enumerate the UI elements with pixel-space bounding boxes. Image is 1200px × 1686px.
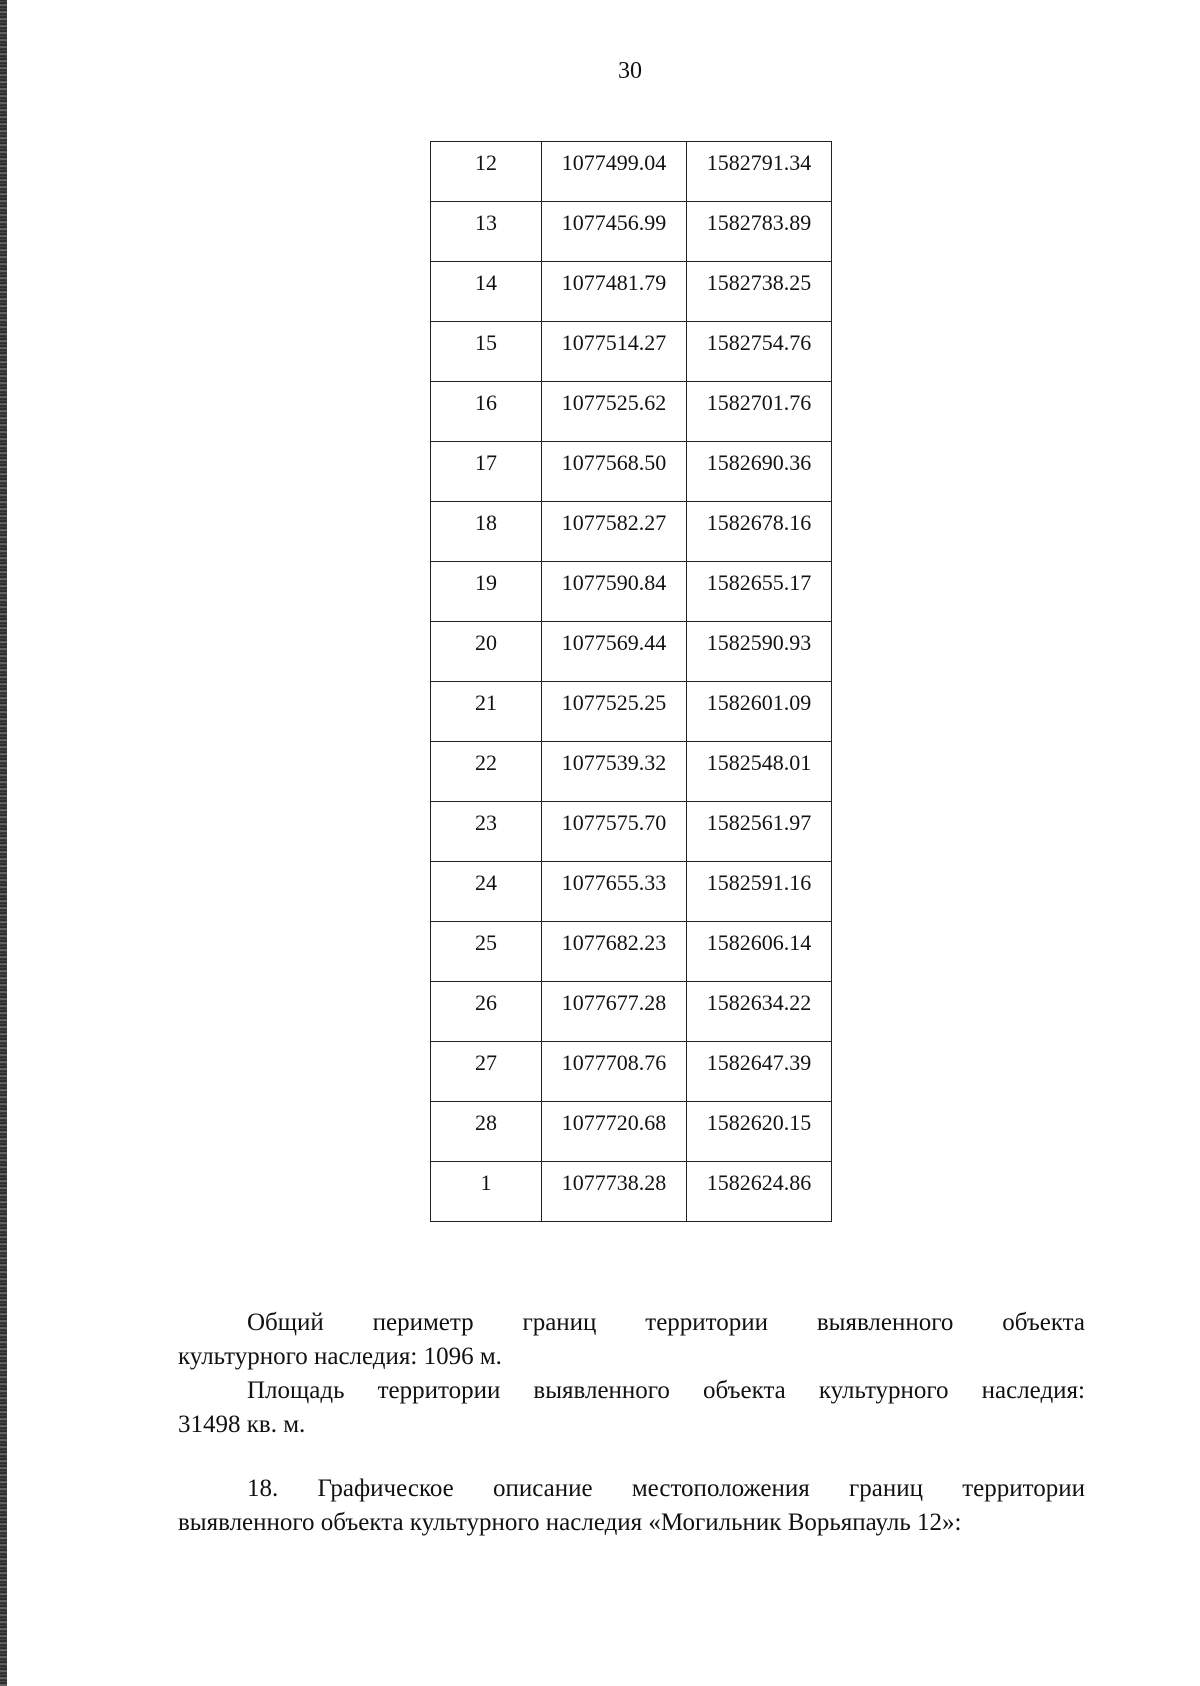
x-coordinate-cell-text: 1077655.33 [561,870,667,895]
table-row [431,502,832,562]
x-coordinate-cell [542,982,687,1042]
x-coordinate-cell-text: 1077590.84 [561,570,667,595]
y-coordinate-cell-text: 1582620.15 [706,1110,812,1135]
perimeter-paragraph [178,1306,1085,1374]
x-coordinate-cell [542,1102,687,1162]
point-number-cell [431,742,542,802]
y-coordinate-cell-text: 1582601.09 [706,690,812,715]
page-number: 30 [618,58,642,84]
x-coordinate-cell [542,142,687,202]
section-18-line-2: выявленного объекта культурного наследия «Могильник Ворьяпауль 12»: [178,1509,962,1536]
y-coordinate-cell-text: 1582655.17 [706,570,812,595]
point-number-cell [431,442,542,502]
point-number-cell [431,802,542,862]
y-coordinate-cell [687,562,832,622]
point-number-cell-text: 22 [475,750,497,775]
area-paragraph [178,1374,1085,1442]
y-coordinate-cell [687,382,832,442]
table-row [431,1042,832,1102]
point-number-cell-text: 24 [475,870,497,895]
x-coordinate-cell [542,922,687,982]
y-coordinate-cell [687,442,832,502]
x-coordinate-cell-text: 1077539.32 [561,750,667,775]
table-row [431,142,832,202]
x-coordinate-cell [542,862,687,922]
x-coordinate-cell [542,1042,687,1102]
x-coordinate-cell [542,682,687,742]
table-row [431,262,832,322]
x-coordinate-cell [542,622,687,682]
x-coordinate-cell-text: 1077456.99 [561,210,667,235]
x-coordinate-cell [542,562,687,622]
table-row [431,1162,832,1222]
y-coordinate-cell-text: 1582548.01 [706,750,812,775]
table-row [431,802,832,862]
y-coordinate-cell [687,862,832,922]
y-coordinate-cell [687,1042,832,1102]
x-coordinate-cell-text: 1077738.28 [561,1170,667,1195]
point-number-cell-text: 23 [475,810,497,835]
table-row [431,202,832,262]
x-coordinate-cell-text: 1077682.23 [561,930,667,955]
x-coordinate-cell [542,502,687,562]
point-number-cell-text: 19 [475,570,497,595]
point-number-cell [431,202,542,262]
table-row [431,322,832,382]
perimeter-line-1: Общий периметр границ территории выявленного объекта [247,1309,1085,1336]
point-number-cell [431,622,542,682]
point-number-cell [431,502,542,562]
section-18-paragraph [178,1472,1085,1540]
point-number-cell [431,982,542,1042]
y-coordinate-cell [687,622,832,682]
table-row [431,622,832,682]
y-coordinate-cell [687,922,832,982]
point-number-cell [431,1102,542,1162]
y-coordinate-cell [687,202,832,262]
point-number-cell-text: 18 [475,510,497,535]
table-row [431,982,832,1042]
y-coordinate-cell-text: 1582783.89 [706,210,812,235]
table-row [431,682,832,742]
table-row [431,382,832,442]
coordinates-table [430,141,832,1222]
point-number-cell [431,382,542,442]
point-number-cell [431,682,542,742]
y-coordinate-cell [687,322,832,382]
x-coordinate-cell-text: 1077514.27 [561,330,667,355]
x-coordinate-cell [542,1162,687,1222]
y-coordinate-cell [687,1102,832,1162]
point-number-cell [431,142,542,202]
section-18-line-1: 18. Графическое описание местоположения границ территории [247,1475,1085,1502]
x-coordinate-cell-text: 1077708.76 [561,1050,667,1075]
point-number-cell [431,262,542,322]
x-coordinate-cell [542,382,687,442]
table-row [431,862,832,922]
x-coordinate-cell-text: 1077568.50 [561,450,667,475]
table-row [431,442,832,502]
y-coordinate-cell [687,262,832,322]
x-coordinate-cell [542,202,687,262]
x-coordinate-cell-text: 1077481.79 [561,270,667,295]
y-coordinate-cell [687,1162,832,1222]
y-coordinate-cell-text: 1582624.86 [706,1170,812,1195]
x-coordinate-cell-text: 1077525.25 [561,690,667,715]
point-number-cell-text: 28 [475,1110,497,1135]
table-row [431,742,832,802]
y-coordinate-cell-text: 1582606.14 [706,930,812,955]
perimeter-line-2: культурного наследия: 1096 м. [178,1343,502,1370]
y-coordinate-cell-text: 1582647.39 [706,1050,812,1075]
y-coordinate-cell-text: 1582690.36 [706,450,812,475]
x-coordinate-cell-text: 1077575.70 [561,810,667,835]
y-coordinate-cell-text: 1582634.22 [706,990,812,1015]
point-number-cell [431,1162,542,1222]
scan-edge [0,0,7,1686]
area-line-1: Площадь территории выявленного объекта культурного наследия: [247,1377,1085,1404]
y-coordinate-cell-text: 1582754.76 [706,330,812,355]
point-number-cell-text: 15 [475,330,497,355]
point-number-cell-text: 27 [475,1050,497,1075]
y-coordinate-cell-text: 1582561.97 [706,810,812,835]
y-coordinate-cell-text: 1582591.16 [706,870,812,895]
table-row [431,562,832,622]
y-coordinate-cell [687,682,832,742]
x-coordinate-cell-text: 1077525.62 [561,390,667,415]
coordinates-table-body [431,142,832,1222]
x-coordinate-cell-text: 1077677.28 [561,990,667,1015]
y-coordinate-cell-text: 1582590.93 [706,630,812,655]
point-number-cell-text: 20 [475,630,497,655]
y-coordinate-cell [687,982,832,1042]
y-coordinate-cell [687,502,832,562]
x-coordinate-cell [542,742,687,802]
x-coordinate-cell-text: 1077582.27 [561,510,667,535]
table-row [431,922,832,982]
y-coordinate-cell-text: 1582678.16 [706,510,812,535]
y-coordinate-cell [687,742,832,802]
point-number-cell-text: 25 [475,930,497,955]
point-number-cell [431,1042,542,1102]
point-number-cell-text: 14 [475,270,497,295]
x-coordinate-cell [542,322,687,382]
point-number-cell-text: 26 [475,990,497,1015]
y-coordinate-cell [687,802,832,862]
x-coordinate-cell-text: 1077720.68 [561,1110,667,1135]
x-coordinate-cell [542,262,687,322]
area-line-2: 31498 кв. м. [178,1411,306,1438]
x-coordinate-cell [542,802,687,862]
point-number-cell-text: 1 [480,1170,492,1195]
point-number-cell [431,562,542,622]
x-coordinate-cell-text: 1077569.44 [561,630,667,655]
y-coordinate-cell-text: 1582791.34 [706,150,812,175]
table-row [431,1102,832,1162]
point-number-cell [431,862,542,922]
x-coordinate-cell [542,442,687,502]
point-number-cell [431,322,542,382]
y-coordinate-cell-text: 1582738.25 [706,270,812,295]
y-coordinate-cell [687,142,832,202]
point-number-cell-text: 13 [475,210,497,235]
point-number-cell-text: 16 [475,390,497,415]
point-number-cell-text: 21 [475,690,497,715]
point-number-cell-text: 12 [475,150,497,175]
x-coordinate-cell-text: 1077499.04 [561,150,667,175]
y-coordinate-cell-text: 1582701.76 [706,390,812,415]
point-number-cell-text: 17 [475,450,497,475]
point-number-cell [431,922,542,982]
